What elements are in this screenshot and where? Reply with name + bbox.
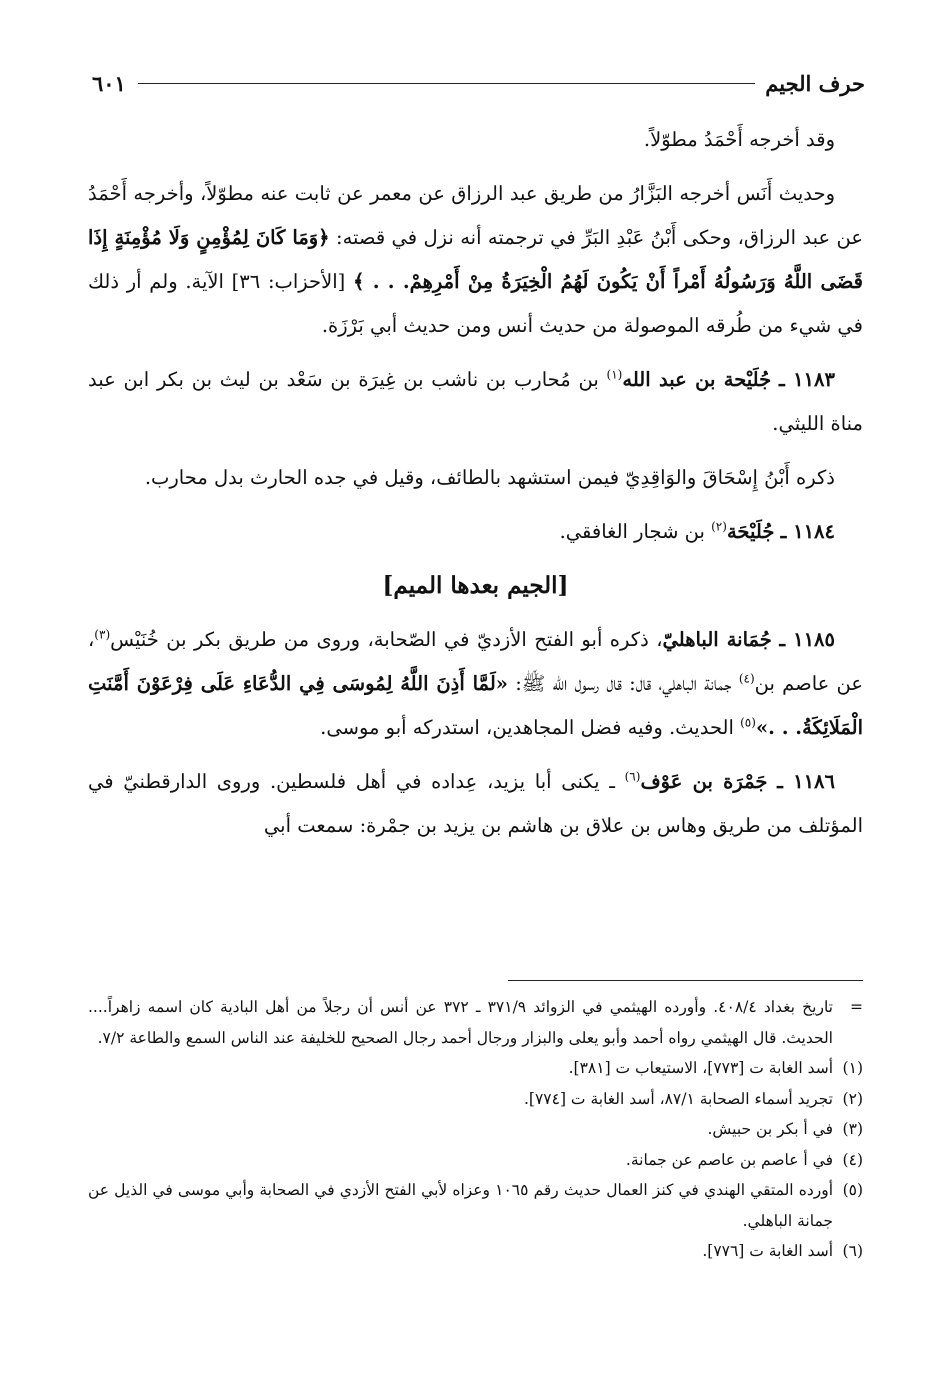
footnote-mark: (٤) bbox=[842, 1150, 863, 1169]
entry-1183 bbox=[88, 358, 863, 446]
footnote bbox=[88, 1145, 863, 1176]
entry-text: الحديث. وفيه فضل المجاهدين، استدركه أبو موسى. bbox=[320, 716, 734, 739]
footnote bbox=[88, 1084, 863, 1115]
entry-1184 bbox=[88, 510, 863, 554]
anas-tail: [الأحزاب: ٣٦] الآية. ولم أر ذلك في شيء من طُرقه الموصولة من حديث أنس ومن حديث أبي بَرْزَة. bbox=[88, 270, 863, 337]
footnote-mark: (٥) bbox=[842, 1181, 864, 1199]
entry-text: ، ذكره أبو الفتح الأزديّ في الصّحابة، وروى من طريق بكر بن خُنَيْس bbox=[110, 628, 663, 651]
paragraph-anas-hadith bbox=[88, 172, 863, 348]
footnote-mark: (٦) bbox=[842, 1242, 863, 1260]
entry-text: جمانة الباهلي، قال: قال رسول الله ﷺ: bbox=[515, 672, 732, 695]
footnote-text: تجريد أسماء الصحابة ٨٧/١، أسد الغابة ت [٧٧٤]. bbox=[523, 1089, 833, 1108]
anas-text: وحديث أَنَس أخرجه البَزَّارُ من طريق عبد الرزاق عن معمر عن ثابت عنه مطوّلاً، وأخرجه أَحْمَدُ عن عبد الرزاق، وحكى أَبْنُ عَبْدِ البَرِّ في ترجمته أنه نزل في قصته: bbox=[88, 182, 863, 249]
footnote-ref: (٣) bbox=[94, 627, 111, 642]
entry-number: ١١٨٦ ـ bbox=[777, 770, 835, 793]
footnote-mark: = bbox=[849, 998, 863, 1016]
footnotes bbox=[88, 992, 863, 1267]
entry-text: ، عن عاصم بن bbox=[88, 628, 864, 695]
footnote-ref: (٥) bbox=[740, 715, 756, 730]
entry-name: جُلَيْحة بن عبد الله bbox=[622, 368, 772, 391]
footnote bbox=[88, 1114, 863, 1145]
entry-1186 bbox=[88, 760, 863, 848]
footnote bbox=[88, 1053, 863, 1084]
footnote-mark: (٢) bbox=[842, 1089, 863, 1108]
footnote-text: أسد الغابة ت [٧٧٦]. bbox=[702, 1242, 833, 1260]
entry-name: جُلَيْحَة bbox=[726, 520, 775, 543]
entry-text: بن شجار الغافقي. bbox=[559, 520, 705, 543]
hadith-quote: «لَمَّا أَذِنَ اللَّهُ لِمُوسَى فِي الدُّعَاءِ عَلَى فِرْعَوْنَ أَمَّنَتِ الْمَلَائِكَةُ. . .» bbox=[88, 672, 863, 739]
footnote bbox=[88, 992, 863, 1053]
running-header bbox=[92, 66, 865, 100]
main-text bbox=[88, 118, 863, 858]
entry-1185 bbox=[88, 618, 863, 750]
footnote-ref: (٦) bbox=[624, 769, 641, 784]
footnote-ref: (١) bbox=[606, 367, 623, 382]
footnote-text: تاريخ بغداد ٤٠٨/٤. وأورده الهيثمي في الزوائد ٣٧١/٩ ـ ٣٧٢ عن أنس أن رجلاً من أهل البادية كان اسمه زاهراً.... الحديث. قال الهيثمي رواه أحمد وأبو يعلى والبزار ورجال أحمد رجال الصحيح للخليفة عند الناس السمع والطاعة ٧/٢. bbox=[88, 998, 833, 1047]
page-number: ٦٠١ bbox=[92, 70, 126, 96]
footnote-text: أسد الغابة ت [٧٧٣]، الاستيعاب ت [٣٨١]. bbox=[568, 1059, 833, 1077]
chapter-title: حرف الجيم bbox=[765, 70, 865, 96]
entry-number: ١١٨٤ ـ bbox=[780, 520, 835, 543]
paragraph-ibn-ishaq: ذكره أَبْنُ إِسْحَاقَ والوَاقِدِيّ فيمن استشهد بالطائف، وقيل في جده الحارث بدل محارب. bbox=[144, 466, 835, 489]
footnote-rule bbox=[508, 980, 863, 981]
footnote-text: في أ بكر بن حبيش. bbox=[707, 1120, 833, 1138]
entry-text: ـ يكنى أبا يزيد، عِداده في أهل فلسطين. وروى الدارقطنيّ في المؤتلف من طريق وهاس بن علاق بن هاشم بن يزيد بن جمْرة: سمعت أبي bbox=[88, 770, 863, 837]
footnote-mark: (١) bbox=[842, 1059, 863, 1077]
entry-name: جَمْرَة بن عَوْف bbox=[640, 770, 768, 793]
entry-name: جُمَانة الباهليّ bbox=[662, 628, 772, 651]
paragraph-ahmad: وقد أخرجه أَحْمَدُ مطوّلاً. bbox=[643, 128, 835, 151]
footnote-mark: (٣) bbox=[842, 1120, 863, 1138]
entry-number: ١١٨٣ ـ bbox=[778, 368, 835, 391]
footnote-text: أورده المتقي الهندي في كنز العمال حديث رقم ١٠٦٥ وعزاه لأبي الفتح الأزدي في الصحابة وأبي موسى في الذيل عن جمانة الباهلي. bbox=[88, 1181, 834, 1230]
entry-text: بن مُحارب بن ناشب بن غِيرَة بن سَعْد بن ليث بن بكر ابن عبد مناة الليثي. bbox=[88, 368, 863, 435]
footnote-ref: (٤) bbox=[738, 671, 755, 686]
quran-verse: ﴿وَمَا كَانَ لِمُؤْمِنٍ وَلَا مُؤْمِنَةٍ إِذَا قَضَى اللَّهُ وَرَسُولُهُ أَمْراً أَنْ يَكُونَ لَهُمُ الْخِيَرَةُ مِنْ أَمْرِهِمْ. . . ﴾ bbox=[88, 226, 863, 293]
footnote-ref: (٢) bbox=[711, 519, 727, 534]
footnote bbox=[88, 1175, 863, 1236]
entry-number: ١١٨٥ ـ bbox=[779, 628, 835, 651]
footnote-text: في أ عاصم بن عاصم عن جمانة. bbox=[625, 1150, 833, 1169]
header-rule bbox=[138, 83, 755, 84]
footnote bbox=[88, 1236, 863, 1267]
section-heading: [الجيم بعدها الميم] bbox=[382, 572, 569, 599]
